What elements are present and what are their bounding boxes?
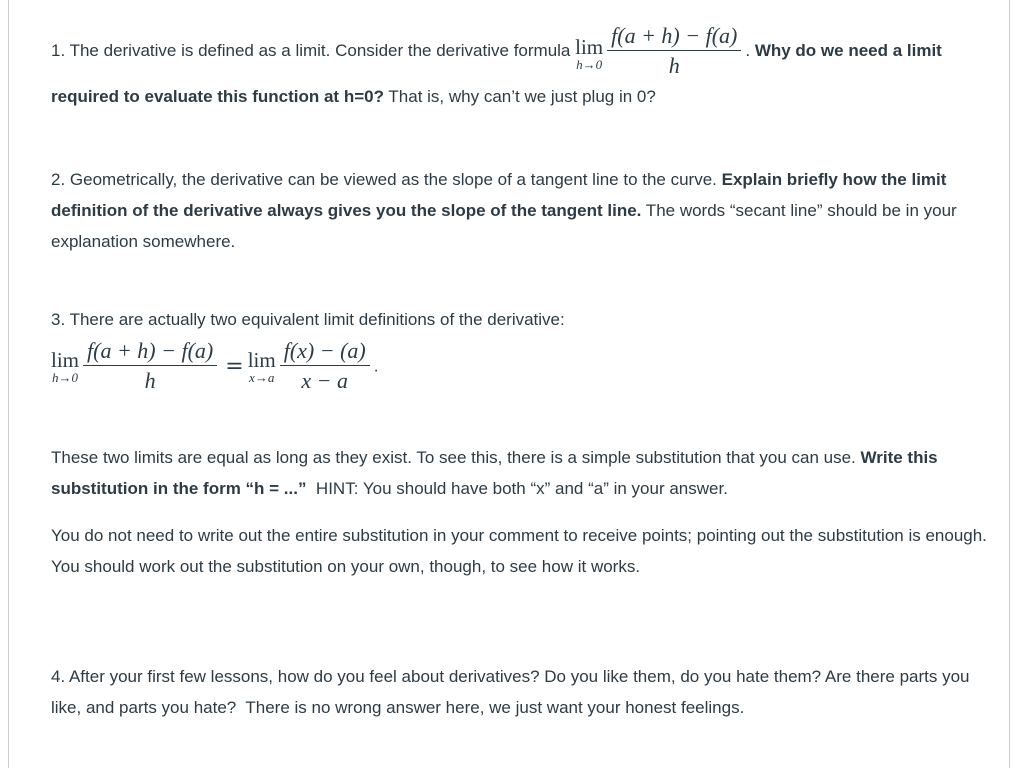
q3-substitution-paragraph [51, 442, 991, 504]
q3-note-paragraph: You do not need to write out the entire substitution in your comment to receive points; pointing out the substitution is enough. You should work out the substitution on your own, though, to see how it works. [51, 526, 987, 576]
lim-word: lim [51, 347, 80, 372]
q3-p1-hint: HINT: You should have both “x” and “a” in your answer. [306, 479, 728, 498]
q3-p1-bold: Write this substitution in the form “h = ...” [51, 448, 938, 498]
numerator: f(a + h) − f(a) [607, 22, 741, 51]
lim-subscript: x→a [249, 369, 275, 385]
question-3 [51, 304, 991, 582]
limit-expression [575, 36, 603, 72]
q2-intro: 2. Geometrically, the derivative can be viewed as the slope of a tangent line to the curve. [51, 170, 722, 189]
q1-rest: That is, why can’t we just plug in 0? [383, 87, 656, 106]
q3-intro: 3. There are actually two equivalent limit definitions of the derivative: [51, 310, 565, 329]
denominator: x − a [301, 368, 349, 393]
lim-subscript: h→0 [576, 56, 603, 72]
q1-bold-question: Why do we need a limit required to evaluate this function at h=0? [51, 40, 942, 106]
lim-word: lim [575, 34, 604, 59]
difference-quotient [607, 22, 741, 81]
equivalent-limits-formula [51, 337, 991, 396]
equals-sign: = [225, 354, 244, 379]
denominator: h [144, 368, 156, 393]
lim-word: lim [247, 347, 276, 372]
question-1 [51, 22, 991, 112]
q1-intro: 1. The derivative is defined as a limit. Consider the derivative formula [51, 40, 576, 60]
denominator: h [668, 53, 680, 78]
numerator: f(x) − (a) [280, 337, 370, 366]
q2-rest: The words “secant line” should be in your explanation somewhere. [51, 201, 957, 251]
question-4: 4. After your first few lessons, how do you feel about derivatives? Do you like them, do you hate them? Are there parts you like, and parts you hate? There is no wrong answer here, we just want your honest feelings. [51, 667, 975, 717]
q2-bold: Explain briefly how the limit definition of the derivative always gives you the slope of the tangent line. [51, 170, 947, 220]
lim-subscript: h→0 [52, 369, 78, 385]
q1-period: . [745, 40, 755, 60]
q3-p1-text: These two limits are equal as long as they exist. To see this, there is a simple substitution that you can use. [51, 448, 861, 467]
formula-period: . [373, 356, 379, 376]
question-2 [51, 164, 991, 257]
numerator: f(a + h) − f(a) [83, 337, 217, 366]
